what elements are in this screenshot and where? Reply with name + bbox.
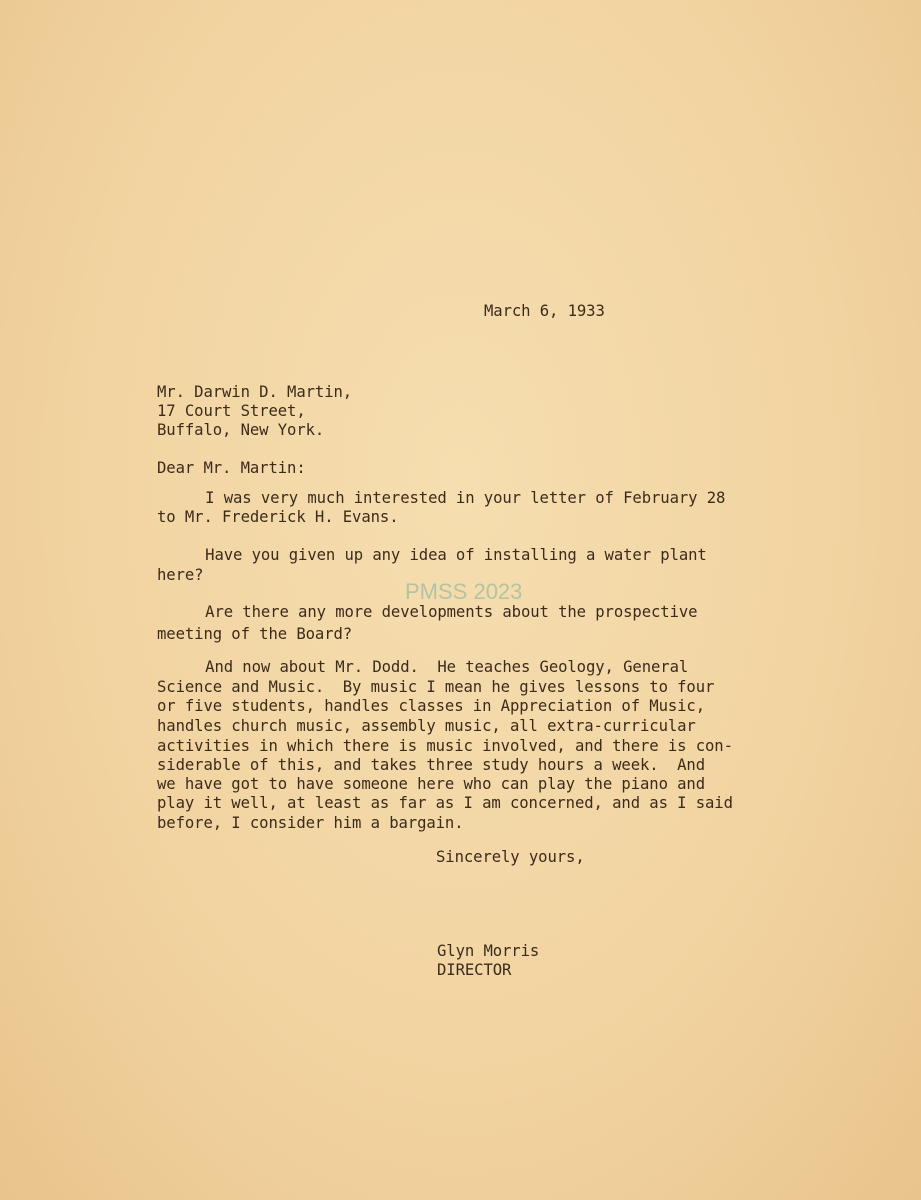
signature-title: DIRECTOR (437, 961, 512, 979)
address-line: Buffalo, New York. (157, 421, 325, 439)
body-line: to Mr. Frederick H. Evans. (157, 508, 399, 526)
watermark: PMSS 2023 (405, 579, 523, 604)
body-line: Science and Music. By music I mean he gives lessons to four (157, 678, 715, 696)
body-line: or five students, handles classes in Appreciation of Music, (157, 697, 706, 715)
body-line: before, I consider him a bargain. (157, 814, 464, 832)
body-line: meeting of the Board? (157, 625, 353, 643)
body-line: Are there any more developments about the prospective (168, 603, 698, 621)
address-line: 17 Court Street, (157, 402, 306, 420)
salutation: Dear Mr. Martin: (157, 459, 306, 477)
body-line: here? (157, 566, 204, 584)
signature-name: Glyn Morris (437, 942, 540, 960)
body-line: handles church music, assembly music, all extra-curricular (157, 717, 696, 735)
body-line: activities in which there is music involved, and there is con- (157, 737, 733, 755)
address-line: Mr. Darwin D. Martin, (157, 383, 353, 401)
closing: Sincerely yours, (436, 848, 585, 866)
letter-date: March 6, 1933 (484, 302, 605, 320)
body-line: we have got to have someone here who can play the piano and (157, 775, 706, 793)
body-line: siderable of this, and takes three study hours a week. And (157, 756, 706, 774)
body-line: Have you given up any idea of installing a water plant (168, 546, 707, 564)
body-line: And now about Mr. Dodd. He teaches Geology, General (168, 658, 689, 676)
body-line: I was very much interested in your letter of February 28 (168, 489, 726, 507)
body-line: play it well, at least as far as I am concerned, and as I said (157, 794, 733, 812)
